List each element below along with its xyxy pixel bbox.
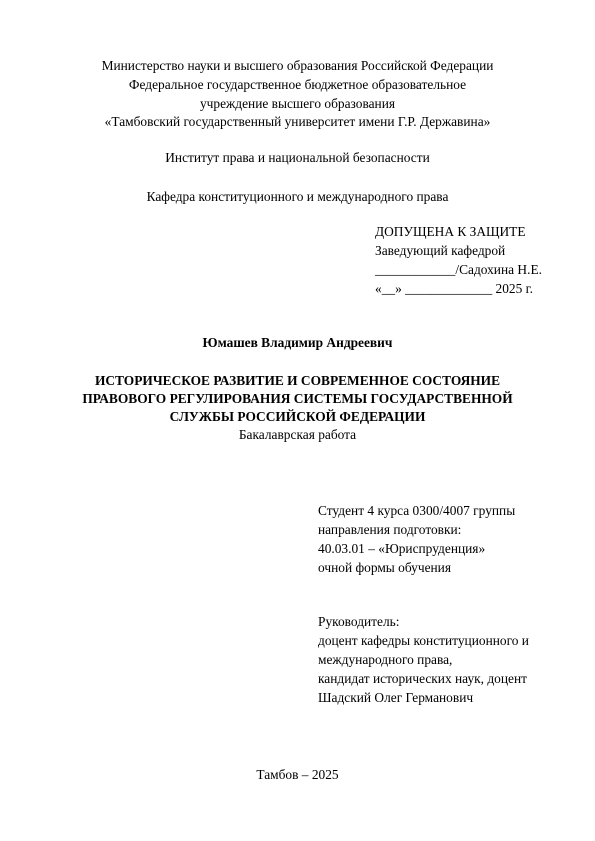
thesis-title-line-3: СЛУЖБЫ РОССИЙСКОЙ ФЕДЕРАЦИИ: [169, 409, 426, 424]
supervisor-label: Руководитель:: [318, 614, 400, 629]
approval-signature-line: ____________/Садохина Н.Е.: [375, 262, 542, 277]
thesis-title-line-1: ИСТОРИЧЕСКОЕ РАЗВИТИЕ И СОВРЕМЕННОЕ СОСТОЯНИЕ: [94, 373, 501, 388]
thesis-title-line-2: ПРАВОВОГО РЕГУЛИРОВАНИЯ СИСТЕМЫ ГОСУДАРСТВЕННОЙ: [82, 391, 513, 406]
approval-heading: ДОПУЩЕНА К ЗАЩИТЕ: [375, 224, 526, 239]
author-name: Юмашев Владимир Андреевич: [202, 335, 393, 350]
supervisor-position-2: международного права,: [318, 652, 453, 667]
institute-name: Институт права и национальной безопасности: [165, 150, 430, 165]
student-course-group: Студент 4 курса 0300/4007 группы: [318, 503, 516, 518]
approval-block: [375, 222, 542, 298]
supervisor-name: Шадский Олег Германович: [318, 690, 474, 705]
department-name: Кафедра конституционного и международного права: [146, 189, 449, 204]
city-year: Тамбов – 2025: [256, 767, 339, 782]
student-direction-label: направления подготовки:: [318, 522, 462, 537]
supervisor-block: [318, 612, 529, 707]
work-type: Бакалаврская работа: [238, 427, 357, 442]
supervisor-position-1: доцент кафедры конституционного и: [318, 633, 529, 648]
student-block: [318, 501, 515, 577]
approval-date-line: «__» _____________ 2025 г.: [375, 281, 533, 296]
approval-head-of-department: Заведующий кафедрой: [375, 243, 506, 258]
student-direction-code: 40.03.01 – «Юриспруденция»: [318, 541, 486, 556]
supervisor-degree: кандидат исторических наук, доцент: [318, 671, 527, 686]
institution-line-2: учреждение высшего образования: [199, 96, 396, 111]
institution-line-1: Федеральное государственное бюджетное образовательное: [128, 77, 467, 92]
university-name: «Тамбовский государственный университет имени Г.Р. Державина»: [104, 114, 491, 129]
ministry-line: Министерство науки и высшего образования Российской Федерации: [101, 58, 494, 73]
student-study-form: очной формы обучения: [318, 560, 452, 575]
